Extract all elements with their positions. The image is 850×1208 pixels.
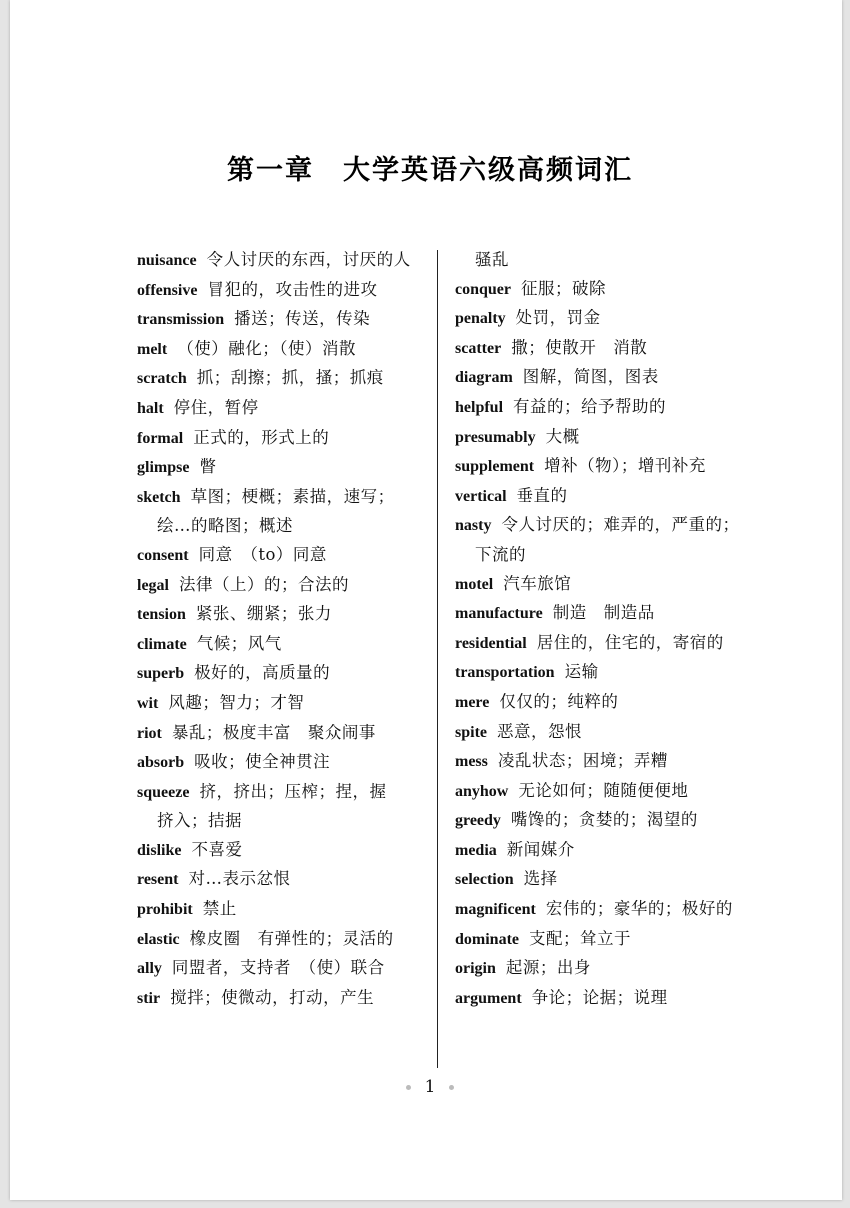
entry-word: anyhow bbox=[455, 782, 509, 800]
vocab-entry bbox=[455, 275, 740, 305]
vocab-entry bbox=[455, 806, 740, 836]
entry-word: supplement bbox=[455, 458, 535, 476]
vocab-entry bbox=[137, 483, 419, 541]
entry-definition: 宏伟的；豪华的；极好的 bbox=[545, 899, 733, 919]
entry-definition: 禁止 bbox=[202, 899, 237, 919]
entry-definition: 增补（物）；增刊补充 bbox=[544, 456, 706, 476]
footer-dot-icon bbox=[449, 1085, 454, 1090]
entry-definition: 汽车旅馆 bbox=[503, 573, 572, 593]
entry-word: stir bbox=[137, 989, 161, 1007]
entry-definition: （使）融化；（使）消散 bbox=[177, 338, 356, 358]
vocab-entry bbox=[137, 600, 419, 630]
vocab-entry bbox=[137, 748, 419, 778]
entry-definition: 支配；耸立于 bbox=[529, 928, 631, 948]
entry-word: prohibit bbox=[137, 901, 193, 919]
entry-word: sketch bbox=[137, 488, 181, 506]
vocab-entry bbox=[137, 954, 419, 984]
entry-definition: 图解，简图，图表 bbox=[522, 367, 659, 387]
vocab-entry bbox=[455, 599, 740, 629]
entry-definition: 橡皮圈 有弹性的；灵活的 bbox=[189, 928, 394, 948]
chapter-title: 第一章 大学英语六级高频词汇 bbox=[227, 155, 633, 186]
vocab-entry bbox=[137, 778, 419, 836]
entry-definition: 正式的，形式上的 bbox=[193, 427, 330, 447]
vocab-entry bbox=[455, 925, 740, 955]
entry-definition: 气候；风气 bbox=[196, 633, 282, 653]
entry-word: transmission bbox=[137, 311, 225, 329]
entry-word: offensive bbox=[137, 281, 198, 299]
vocab-entry bbox=[137, 984, 419, 1014]
entry-definition: 吸收；使全神贯注 bbox=[194, 752, 331, 772]
vocab-entry bbox=[455, 954, 740, 984]
entry-word: manufacture bbox=[455, 605, 543, 623]
entry-definition: 抓；刮擦；抓，搔；抓痕 bbox=[196, 368, 384, 388]
entry-word: consent bbox=[137, 546, 189, 564]
vocab-entry bbox=[137, 364, 419, 394]
entry-word: elastic bbox=[137, 930, 180, 948]
vocab-entry bbox=[455, 304, 740, 334]
vocab-entry bbox=[137, 719, 419, 749]
entry-word: vertical bbox=[455, 487, 507, 505]
vocab-entry bbox=[137, 865, 419, 895]
vocab-entry bbox=[455, 393, 740, 423]
entry-word: melt bbox=[137, 340, 168, 358]
entry-word: greedy bbox=[455, 812, 501, 830]
entry-word: resent bbox=[137, 871, 179, 889]
vocab-entry bbox=[137, 541, 419, 571]
entry-word: argument bbox=[455, 989, 522, 1007]
entry-word: dislike bbox=[137, 841, 182, 859]
vocab-entry bbox=[455, 334, 740, 364]
entry-word: magnificent bbox=[455, 901, 536, 919]
entry-definition: 停住，暂停 bbox=[173, 397, 259, 417]
entry-definition: 暴乱；极度丰富 聚众闹事 bbox=[171, 722, 376, 742]
entry-word: absorb bbox=[137, 754, 185, 772]
entry-word: origin bbox=[455, 960, 496, 978]
entry-definition: 同意 （to）同意 bbox=[198, 544, 327, 564]
entry-word: tension bbox=[137, 606, 186, 624]
vocab-entry bbox=[455, 836, 740, 866]
vocab-entry bbox=[455, 423, 740, 453]
vocab-entry bbox=[137, 335, 419, 365]
vocab-entry bbox=[455, 747, 740, 777]
vocab-entry bbox=[137, 453, 419, 483]
vocab-entry bbox=[137, 246, 419, 276]
vocab-entry bbox=[455, 570, 740, 600]
entry-word: squeeze bbox=[137, 783, 190, 801]
vocab-entry bbox=[455, 984, 740, 1014]
vocab-entry bbox=[137, 925, 419, 955]
entry-word: transportation bbox=[455, 664, 555, 682]
entry-definition: 新闻媒介 bbox=[506, 839, 575, 859]
entry-definition: 播送；传送，传染 bbox=[234, 309, 371, 329]
continued-definition bbox=[455, 246, 740, 275]
entry-word: ally bbox=[137, 960, 162, 978]
entry-definition: 令人讨厌的东西，讨厌的人 bbox=[206, 250, 411, 269]
entry-definition: 冒犯的，攻击性的进攻 bbox=[207, 279, 378, 299]
entry-definition: 处罚，罚金 bbox=[515, 308, 601, 328]
entry-definition: 选择 bbox=[523, 869, 558, 889]
entry-definition: 征服；破除 bbox=[521, 278, 606, 298]
entry-word: legal bbox=[137, 576, 169, 594]
vocab-entry bbox=[455, 629, 740, 659]
entry-definition: 恶意，怨恨 bbox=[497, 721, 582, 741]
entry-word: nuisance bbox=[137, 252, 197, 269]
entry-word: mess bbox=[455, 753, 488, 771]
entry-definition: 骚乱 bbox=[475, 250, 509, 269]
entry-word: climate bbox=[137, 635, 187, 653]
vocab-entry bbox=[137, 630, 419, 660]
vocab-entry bbox=[455, 718, 740, 748]
vocab-entry bbox=[137, 689, 419, 719]
vocab-entry bbox=[137, 571, 419, 601]
entry-word: halt bbox=[137, 399, 164, 417]
vocab-entry bbox=[455, 452, 740, 482]
vocab-entry bbox=[455, 865, 740, 895]
vocab-entry bbox=[137, 394, 419, 424]
vocab-entry bbox=[455, 363, 740, 393]
vocab-entry bbox=[455, 482, 740, 512]
entry-word: mere bbox=[455, 693, 490, 711]
entry-word: formal bbox=[137, 429, 184, 447]
entry-definition: 对…表示忿恨 bbox=[188, 869, 291, 889]
entry-definition: 挤，挤出；压榨；捏，握 挤入；拮据 bbox=[157, 781, 404, 831]
vocab-entry bbox=[455, 688, 740, 718]
entry-word: presumably bbox=[455, 428, 536, 446]
entry-definition: 不喜爱 bbox=[191, 839, 243, 859]
vocab-entry bbox=[455, 658, 740, 688]
entry-word: penalty bbox=[455, 310, 506, 328]
entry-definition: 搅拌；使微动，打动，产生 bbox=[170, 987, 375, 1007]
entry-word: spite bbox=[455, 723, 487, 741]
entry-word: conquer bbox=[455, 280, 511, 298]
entry-word: scratch bbox=[137, 370, 187, 388]
entry-word: diagram bbox=[455, 369, 513, 387]
entry-word: dominate bbox=[455, 930, 519, 948]
entry-word: media bbox=[455, 841, 497, 859]
entry-definition: 仅仅的；纯粹的 bbox=[499, 691, 619, 711]
entry-word: helpful bbox=[455, 398, 504, 416]
entry-definition: 大概 bbox=[545, 426, 580, 446]
page-number: 1 bbox=[424, 1077, 436, 1097]
entry-definition: 有益的；给予帮助的 bbox=[513, 396, 667, 416]
vocab-entry bbox=[137, 836, 419, 866]
entry-word: riot bbox=[137, 724, 162, 742]
vocab-entry bbox=[455, 511, 740, 569]
vocab-entry bbox=[137, 895, 419, 925]
vocab-entry bbox=[455, 895, 740, 925]
vocab-entry bbox=[137, 305, 419, 335]
entry-definition: 运输 bbox=[564, 662, 599, 682]
entry-definition: 撒；使散开 消散 bbox=[511, 337, 648, 357]
vocab-column-left bbox=[137, 246, 419, 1013]
entry-definition: 争论；论据；说理 bbox=[531, 987, 668, 1007]
entry-definition: 凌乱状态；困境；弄糟 bbox=[497, 751, 668, 771]
entry-definition: 无论如何；随随便便地 bbox=[518, 780, 689, 800]
entry-word: selection bbox=[455, 871, 514, 889]
entry-definition: 垂直的 bbox=[516, 485, 568, 505]
entry-word: superb bbox=[137, 665, 185, 683]
entry-definition: 草图；梗概；素描，速写；绘…的略图；概述 bbox=[157, 486, 395, 536]
entry-word: scatter bbox=[455, 339, 502, 357]
vocab-column-right bbox=[455, 246, 740, 1013]
entry-definition: 起源；出身 bbox=[505, 958, 591, 978]
entry-word: wit bbox=[137, 694, 159, 712]
entry-definition: 居住的，住宅的，寄宿的 bbox=[536, 632, 724, 652]
entry-definition: 制造 制造品 bbox=[552, 603, 655, 623]
entry-definition: 令人讨厌的；难弄的，严重的；下流的 bbox=[475, 515, 740, 564]
entry-definition: 极好的，高质量的 bbox=[194, 663, 331, 683]
entry-word: glimpse bbox=[137, 459, 190, 477]
entry-definition: 风趣；智力；才智 bbox=[168, 692, 305, 712]
entry-definition: 法律（上）的；合法的 bbox=[179, 574, 349, 594]
entry-word: residential bbox=[455, 634, 527, 652]
page-footer bbox=[10, 1077, 850, 1097]
entry-definition: 紧张、绷紧；张力 bbox=[195, 604, 332, 624]
entry-word: motel bbox=[455, 575, 494, 593]
vocab-entry bbox=[455, 777, 740, 807]
footer-dot-icon bbox=[406, 1085, 411, 1090]
document-page bbox=[10, 0, 842, 1200]
entry-definition: 嘴馋的；贪婪的；渴望的 bbox=[510, 810, 698, 830]
entry-definition: 同盟者，支持者 （使）联合 bbox=[171, 958, 385, 978]
entry-definition: 瞥 bbox=[199, 457, 217, 477]
entry-word: nasty bbox=[455, 517, 492, 535]
vocab-entry bbox=[137, 659, 419, 689]
column-divider bbox=[437, 250, 438, 1068]
vocab-entry bbox=[137, 276, 419, 306]
vocab-entry bbox=[137, 424, 419, 454]
